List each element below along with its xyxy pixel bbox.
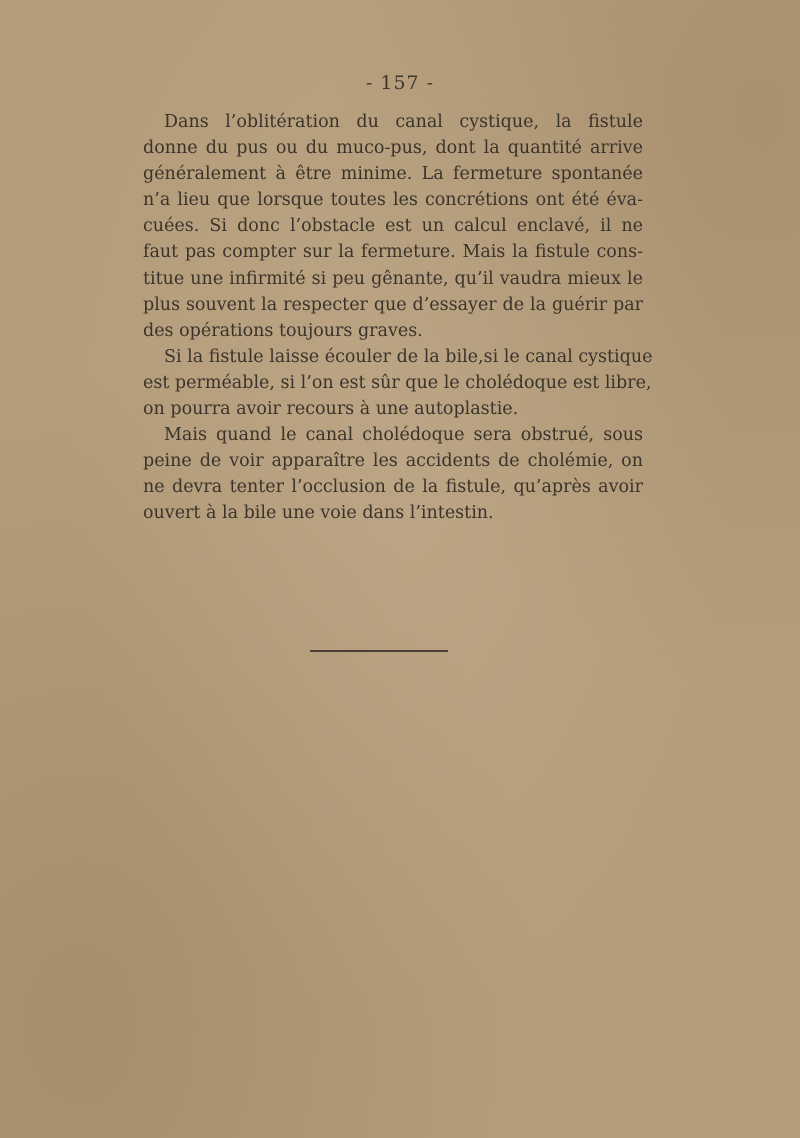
paragraph	[143, 344, 653, 422]
text-line: cuées. Si donc l’obstacle est un calcul enclavé, il ne	[143, 216, 643, 237]
text-line: des opérations toujours graves.	[143, 320, 423, 341]
text-line: est perméable, si l’on est sûr que le cholédoque est libre,	[143, 372, 652, 393]
section-end-rule	[310, 650, 448, 652]
text-line: Mais quand le canal cholédoque sera obstrué, sous	[164, 425, 643, 446]
paragraph	[143, 109, 643, 344]
text-line: titue une infirmité si peu gênante, qu’il vaudra mieux le	[143, 268, 643, 289]
text-line: Dans l’oblitération du canal cystique, la fistule	[164, 112, 643, 132]
text-line: généralement à être minime. La fermeture spontanée	[143, 164, 643, 185]
text-line: peine de voir apparaître les accidents de cholémie, on	[143, 451, 643, 472]
text-line: n’a lieu que lorsque toutes les concrétions ont été éva-	[143, 190, 643, 211]
page-number: - 157 -	[365, 72, 435, 94]
text-line: ouvert à la bile une voie dans l’intestin.	[143, 503, 494, 524]
text-line: ne devra tenter l’occlusion de la fistule, qu’après avoir	[143, 477, 643, 498]
text-line: plus souvent la respecter que d’essayer de la guérir par	[143, 294, 643, 315]
text-line: Si la fistule laisse écouler de la bile,si le canal cystique	[164, 346, 653, 367]
paragraph	[143, 422, 643, 526]
text-line: donne du pus ou du muco-pus, dont la quantité arrive	[143, 138, 643, 159]
text-line: on pourra avoir recours à une autoplastie.	[143, 399, 519, 420]
body-text	[143, 109, 653, 527]
text-line: faut pas compter sur la fermeture. Mais la fistule cons-	[143, 242, 643, 263]
